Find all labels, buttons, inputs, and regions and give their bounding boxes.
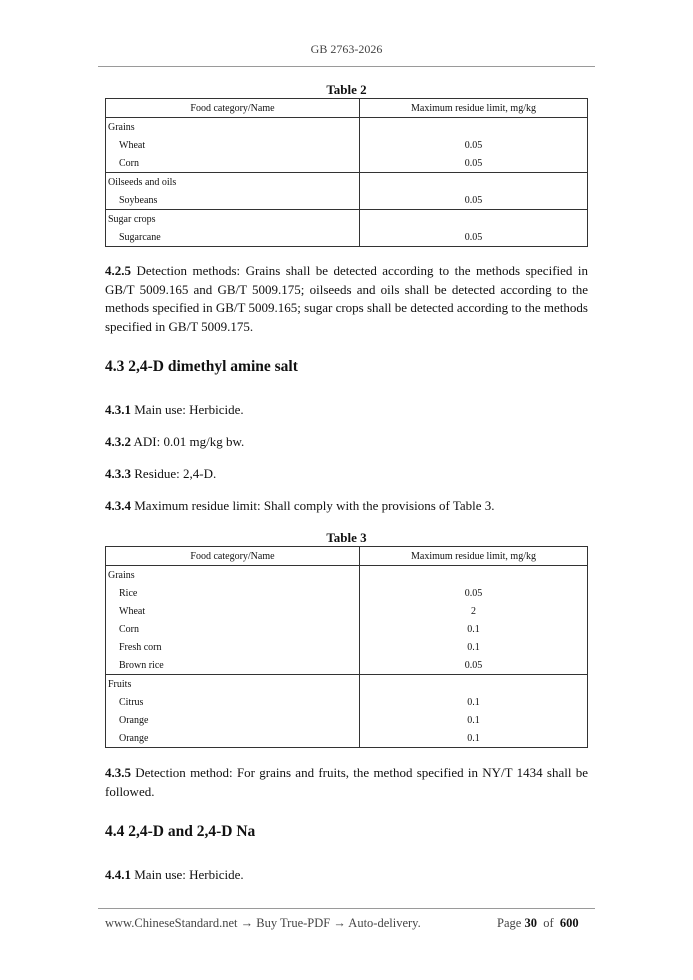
paragraph-4-2-5	[105, 262, 588, 336]
clause-text: Maximum residue limit: Shall comply with the provisions of Table 3.	[131, 498, 495, 513]
residue-limit-cell	[360, 210, 588, 229]
table3-row	[106, 602, 588, 620]
residue-limit-cell	[360, 173, 588, 192]
of-label: of	[543, 916, 554, 930]
clause-number: 4.4.1	[105, 867, 131, 882]
food-name-cell: Corn	[106, 154, 360, 173]
page-label: Page	[497, 916, 522, 930]
clause-text: Residue: 2,4-D.	[131, 466, 217, 481]
food-name-cell: Soybeans	[106, 191, 360, 210]
table3-row	[106, 584, 588, 602]
clause-number: 4.2.5	[105, 263, 131, 278]
residue-limit-cell: 0.05	[360, 136, 588, 154]
clause-number: 4.3.5	[105, 765, 131, 780]
paragraph-4-4-1	[105, 866, 588, 885]
paragraph-4-3-2	[105, 433, 588, 452]
table2-row	[106, 191, 588, 210]
page-number: 30	[524, 916, 537, 930]
clause-text: ADI: 0.01 mg/kg bw.	[131, 434, 245, 449]
table2-row	[106, 228, 588, 247]
residue-limit-cell: 0.1	[360, 693, 588, 711]
residue-limit-cell: 0.1	[360, 729, 588, 748]
food-name-cell: Wheat	[106, 602, 360, 620]
section-heading-4-3: 4.3 2,4-D dimethyl amine salt	[105, 358, 298, 375]
table3-row	[106, 711, 588, 729]
table2-row	[106, 118, 588, 137]
residue-limit-cell	[360, 675, 588, 694]
table3-caption: Table 3	[326, 530, 367, 545]
table2-row	[106, 173, 588, 192]
food-name-cell: Rice	[106, 584, 360, 602]
food-name-cell: Grains	[106, 118, 360, 137]
residue-limit-cell: 0.05	[360, 228, 588, 247]
paragraph-4-3-5	[105, 764, 588, 801]
food-name-cell: Citrus	[106, 693, 360, 711]
food-name-cell: Sugar crops	[106, 210, 360, 229]
food-name-cell: Oilseeds and oils	[106, 173, 360, 192]
paragraph-4-3-1	[105, 401, 588, 420]
table3-row	[106, 656, 588, 675]
residue-limit-cell: 0.1	[360, 711, 588, 729]
clause-text: Detection method: For grains and fruits, the method specified in NY/T 1434 shall be followed.	[105, 765, 588, 799]
table2-header-limit: Maximum residue limit, mg/kg	[360, 99, 588, 118]
table3-header-food: Food category/Name	[106, 547, 360, 566]
food-name-cell: Grains	[106, 566, 360, 585]
page-total: 600	[559, 916, 579, 930]
table3-row	[106, 620, 588, 638]
section-heading-4-4: 4.4 2,4-D and 2,4-D Na	[105, 823, 256, 840]
clause-number: 4.3.1	[105, 402, 131, 417]
table3	[105, 546, 588, 748]
clause-text: Main use: Herbicide.	[131, 402, 244, 417]
table2-header-food: Food category/Name	[106, 99, 360, 118]
table2-row	[106, 136, 588, 154]
header-divider	[98, 66, 595, 67]
food-name-cell: Orange	[106, 729, 360, 748]
clause-number: 4.3.3	[105, 466, 131, 481]
page-indicator	[497, 916, 579, 931]
document-code-header: GB 2763-2026	[310, 42, 383, 56]
table2-row	[106, 154, 588, 173]
table3-row	[106, 638, 588, 656]
food-name-cell: Sugarcane	[106, 228, 360, 247]
table3-row	[106, 566, 588, 585]
clause-number: 4.3.2	[105, 434, 131, 449]
paragraph-4-3-3	[105, 465, 588, 484]
table3-header-limit: Maximum residue limit, mg/kg	[360, 547, 588, 566]
residue-limit-cell: 0.1	[360, 620, 588, 638]
residue-limit-cell	[360, 118, 588, 137]
clause-number: 4.3.4	[105, 498, 131, 513]
paragraph-4-3-4	[105, 497, 588, 516]
food-name-cell: Orange	[106, 711, 360, 729]
food-name-cell: Wheat	[106, 136, 360, 154]
food-name-cell: Fruits	[106, 675, 360, 694]
footer-divider	[98, 908, 595, 909]
residue-limit-cell	[360, 566, 588, 585]
food-name-cell: Fresh corn	[106, 638, 360, 656]
table3-row	[106, 675, 588, 694]
table3-row	[106, 693, 588, 711]
food-name-cell: Brown rice	[106, 656, 360, 675]
table2	[105, 98, 588, 247]
residue-limit-cell: 0.05	[360, 584, 588, 602]
footer-store-link[interactable]: www.ChineseStandard.net → Buy True-PDF → Auto-delivery.	[105, 916, 421, 930]
residue-limit-cell: 2	[360, 602, 588, 620]
table2-caption: Table 2	[326, 82, 367, 97]
food-name-cell: Corn	[106, 620, 360, 638]
residue-limit-cell: 0.05	[360, 154, 588, 173]
table2-row	[106, 210, 588, 229]
clause-text: Main use: Herbicide.	[131, 867, 244, 882]
residue-limit-cell: 0.05	[360, 191, 588, 210]
residue-limit-cell: 0.05	[360, 656, 588, 675]
table3-row	[106, 729, 588, 748]
residue-limit-cell: 0.1	[360, 638, 588, 656]
clause-text: Detection methods: Grains shall be detected according to the methods specified in GB/T 5009.165 and GB/T 5009.175; oilseeds and oils shall be detected according to the methods specified in GB/T 5009.165; sugar crops shall be detected according to the methods specified in GB/T 5009.175.	[105, 263, 588, 334]
